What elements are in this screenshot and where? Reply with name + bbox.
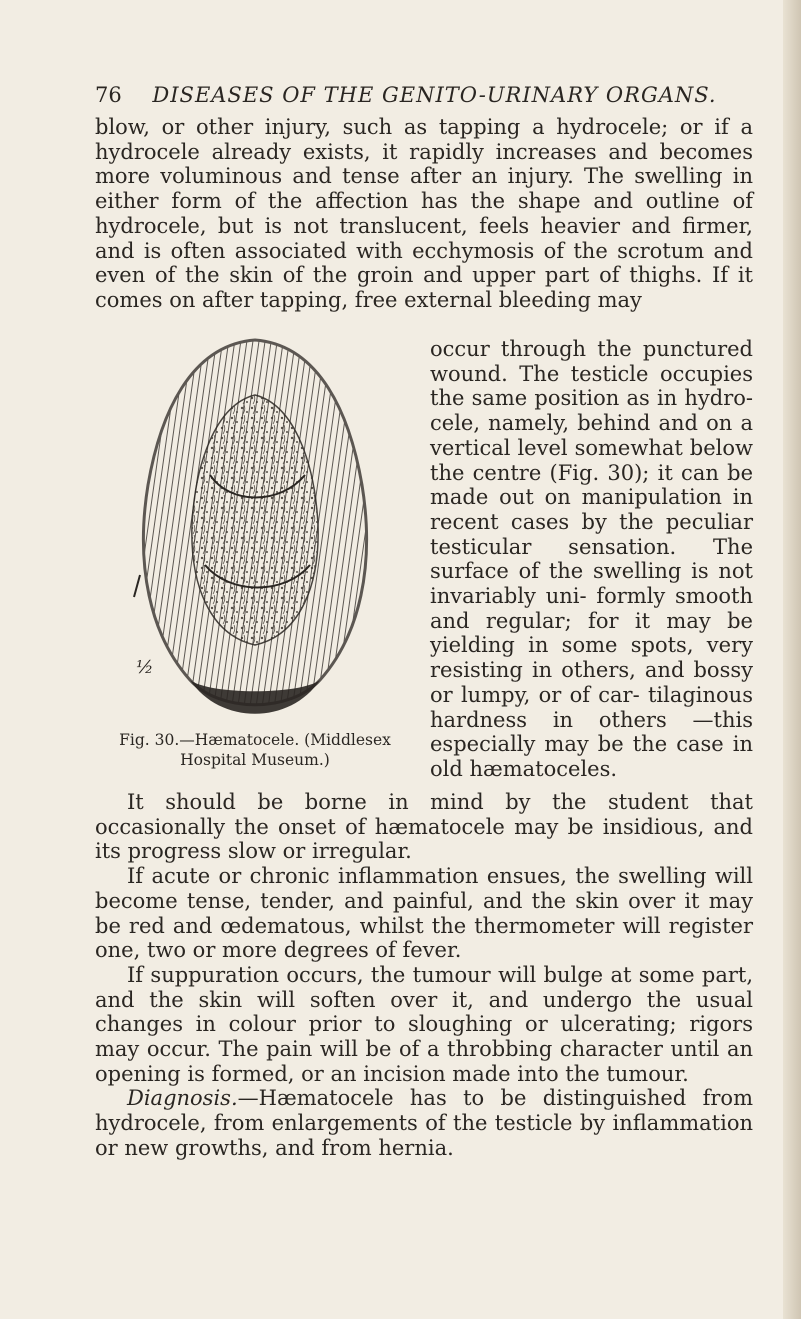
diagnosis-text: —Hæmatocele has to be distinguished from hydrocele, from enlargements of the testicle by inflammation or new growths, and from hernia. (95, 1086, 753, 1160)
page-edge-shadow (783, 0, 801, 1319)
page-number: 76 (95, 83, 122, 107)
para-bottom-2: If acute or chronic inflammation ensues, the swelling will become tense, tender, and painful, and the skin over it may be red and œdematous, whilst the thermometer will register one, two or more degrees of fever. (95, 864, 753, 963)
paragraph-right (430, 337, 753, 782)
haematocele-illustration (120, 335, 390, 730)
figure-scale-label: ½ (136, 657, 154, 678)
para-bottom-3: If suppuration occurs, the tumour will bulge at some part, and the skin will soften over it, and undergo the usual changes in colour prior to sloughing or ulcerating; rigors may occur. The pain will be of a throbbing character until an opening is formed, or an incision made into the tumour. (95, 962, 753, 1086)
paragraph-top (95, 115, 753, 313)
paragraph-bottom (95, 790, 753, 1161)
figure-haematocele (120, 335, 390, 730)
diagnosis-label: Diagnosis. (127, 1086, 238, 1111)
para-top-text: blow, or other injury, such as tapping a hydrocele; or if a hydrocele already exists, it rapidly increases and becomes more voluminous and tense after an injury. The swelling in either form of the affection has the shape and outline of hydrocele, but is not translucent, feels heavier and firmer, and is often associated with ecchymosis of the scrotum and even of the skin of the groin and upper part of thighs. If it comes on after tapping, free external bleeding may (95, 115, 753, 312)
figure-caption: Fig. 30.—Hæmatocele. (Middlesex Hospital Museum.) (119, 731, 391, 769)
running-title: DISEASES OF THE GENITO-URINARY ORGANS. (152, 83, 717, 107)
para-diagnosis (95, 1086, 753, 1160)
para-bottom-1: It should be borne in mind by the student that occasionally the onset of hæmatocele may be insidious, and its progress slow or irregular. (95, 790, 753, 864)
running-header (95, 80, 715, 110)
para-right-text: occur through the punctured wound. The testicle occupies the same position as in hydro- cele, namely, behind and on a vertical level somewhat below the centre (Fig. 30); it can be made out on manipulation in recent cases by the peculiar testicular sensation. The surface of the swelling is not invariably uni- formly smooth and regular; for it may be yielding in some spots, very resisting in others, and bossy or lumpy, or of car- tilaginous hardness in others —this especially may be the case in old hæmatoceles. (430, 337, 753, 781)
